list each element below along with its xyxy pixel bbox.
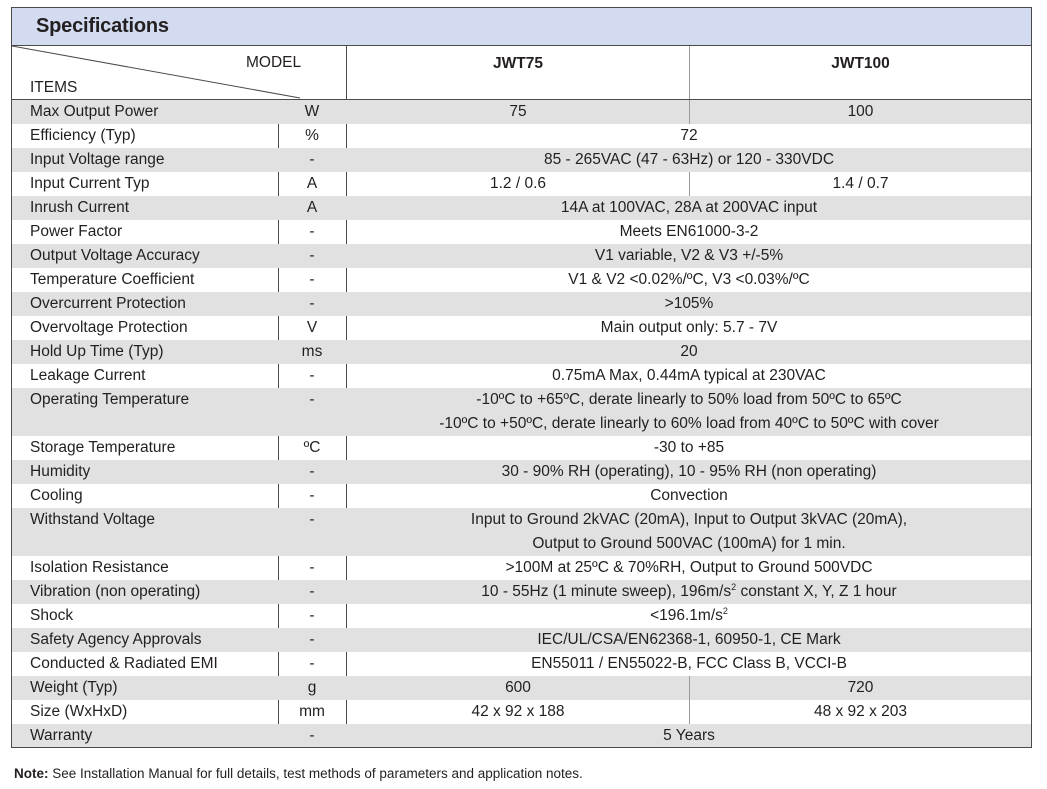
spec-value: V1 variable, V2 & V3 +/-5% [594,247,784,264]
table-row [12,388,1031,436]
spec-value: IEC/UL/CSA/EN62368-1, 60950-1, CE Mark [537,631,841,648]
spec-unit: ms [301,343,323,360]
table-row [12,148,1031,172]
model-divider [689,172,690,196]
spec-item-label: Overvoltage Protection [30,319,188,336]
table-row [12,316,1031,340]
spec-value-line: Output to Ground 500VAC (100mA) for 1 min. [532,535,846,552]
spec-item-label: Storage Temperature [30,439,176,456]
spec-unit: - [309,631,315,648]
table-header [12,46,1031,100]
spec-unit: - [309,271,315,288]
spec-item-label: Leakage Current [30,367,146,384]
spec-value-jwt75: 42 x 92 x 188 [471,703,565,720]
spec-value: 14A at 100VAC, 28A at 200VAC input [560,199,818,216]
spec-unit: - [309,151,315,168]
spec-item-label: Output Voltage Accuracy [30,247,200,264]
spec-unit: - [309,511,315,528]
spec-value-jwt100: 720 [847,679,874,696]
spec-item-label: Power Factor [30,223,123,240]
spec-value-jwt75: 1.2 / 0.6 [489,175,546,192]
spec-unit: - [309,583,315,600]
spec-unit: - [309,559,315,576]
model-jwt75: JWT75 [493,55,543,72]
spec-value: 0.75mA Max, 0.44mA typical at 230VAC [552,367,826,384]
spec-unit: A [306,199,318,216]
page-title: Specifications [36,15,169,37]
spec-item-label: Shock [30,607,74,624]
spec-value: Main output only: 5.7 - 7V [600,319,778,336]
table-row [12,652,1031,676]
spec-unit: V [306,319,318,336]
spec-item-label: Vibration (non operating) [30,583,201,600]
items-label: ITEMS [30,79,78,96]
table-row [12,124,1031,148]
spec-value [347,580,1031,604]
table-row [12,244,1031,268]
spec-value: 85 - 265VAC (47 - 63Hz) or 120 - 330VDC [543,151,835,168]
table-row [12,604,1031,628]
table-row [12,580,1031,604]
spec-value-jwt100: 100 [847,103,874,120]
model-divider [689,100,690,124]
table-row [12,196,1031,220]
spec-value: Convection [650,487,728,504]
table-row [12,508,1031,556]
spec-unit: ºC [303,439,321,456]
spec-value: 72 [680,127,698,144]
spec-value-jwt100: 1.4 / 0.7 [832,175,889,192]
spec-item-label: Isolation Resistance [30,559,169,576]
spec-item-label: Inrush Current [30,199,130,216]
superscript: 2 [722,606,728,616]
spec-item-label: Operating Temperature [30,391,190,408]
spec-unit: - [309,463,315,480]
spec-item-label: Withstand Voltage [30,511,155,528]
spec-value: 5 Years [663,727,715,744]
spec-value: 30 - 90% RH (operating), 10 - 95% RH (non operating) [501,463,877,480]
spec-value: >105% [664,295,714,312]
spec-value: V1 & V2 <0.02%/ºC, V3 <0.03%/ºC [568,271,810,288]
spec-item-label: Efficiency (Typ) [30,127,136,144]
spec-unit: - [309,391,315,408]
table-row [12,100,1031,124]
spec-item-label: Warranty [30,727,93,744]
model-jwt100: JWT100 [831,55,890,72]
spec-unit: W [304,103,320,120]
specifications-panel [11,7,1032,748]
spec-value: 20 [680,343,698,360]
spec-item-label: Hold Up Time (Typ) [30,343,164,360]
table-row [12,292,1031,316]
table-row [12,340,1031,364]
table-row [12,724,1031,748]
table-row [12,436,1031,460]
spec-item-label: Humidity [30,463,91,480]
spec-value-line: -10ºC to +50ºC, derate linearly to 60% load from 40ºC to 50ºC with cover [439,415,939,432]
title-bar [12,8,1031,46]
table-row [12,628,1031,652]
spec-value-jwt75: 75 [509,103,527,120]
table-row [12,676,1031,700]
note-text: See Installation Manual for full details, test methods of parameters and application notes. [48,766,583,781]
spec-rows [12,100,1031,748]
spec-item-label: Size (WxHxD) [30,703,128,720]
spec-item-label: Max Output Power [30,103,159,120]
table-row [12,484,1031,508]
spec-item-label: Safety Agency Approvals [30,631,202,648]
table-row [12,460,1031,484]
spec-item-label: Overcurrent Protection [30,295,186,312]
spec-unit: % [305,127,319,144]
spec-value-jwt100: 48 x 92 x 203 [813,703,908,720]
footnote [14,766,583,781]
spec-unit: - [309,607,315,624]
model-divider [689,700,690,724]
spec-value [347,604,1031,628]
table-row [12,220,1031,244]
spec-item-label: Weight (Typ) [30,679,118,696]
spec-unit: - [309,655,315,672]
model-divider [689,676,690,700]
table-row [12,268,1031,292]
spec-value: EN55011 / EN55022-B, FCC Class B, VCCI-B [531,655,847,672]
spec-unit: - [309,223,315,240]
table-row [12,172,1031,196]
spec-value-jwt75: 600 [505,679,531,696]
spec-unit: mm [299,703,325,720]
spec-unit: - [309,487,315,504]
spec-item-label: Input Current Typ [30,175,150,192]
spec-value-text: 10 - 55Hz (1 minute sweep), 196m/s [481,583,732,600]
table-row [12,364,1031,388]
spec-value-line: Input to Ground 2kVAC (20mA), Input to Output 3kVAC (20mA), [470,511,908,528]
spec-value: Meets EN61000-3-2 [619,223,759,240]
table-row [12,556,1031,580]
spec-value: >100M at 25ºC & 70%RH, Output to Ground 500VDC [505,559,873,576]
spec-value-line: -10ºC to +65ºC, derate linearly to 50% load from 50ºC to 65ºC [476,391,902,408]
spec-item-label: Temperature Coefficient [30,271,195,288]
spec-value: -30 to +85 [653,439,725,456]
spec-unit: A [306,175,318,192]
superscript: 2 [731,582,737,592]
spec-value-text: <196.1m/s [650,607,723,624]
spec-unit: - [309,247,315,264]
spec-unit: - [309,727,315,744]
spec-item-label: Input Voltage range [30,151,165,168]
spec-item-label: Conducted & Radiated EMI [30,655,218,672]
model-label: MODEL [246,54,302,71]
table-row [12,700,1031,724]
spec-unit: g [307,679,317,696]
spec-value-text-tail: constant X, Y, Z 1 hour [736,583,897,600]
spec-unit: - [309,367,315,384]
note-label: Note: [14,766,49,781]
spec-item-label: Cooling [30,487,83,504]
spec-unit: - [309,295,315,312]
